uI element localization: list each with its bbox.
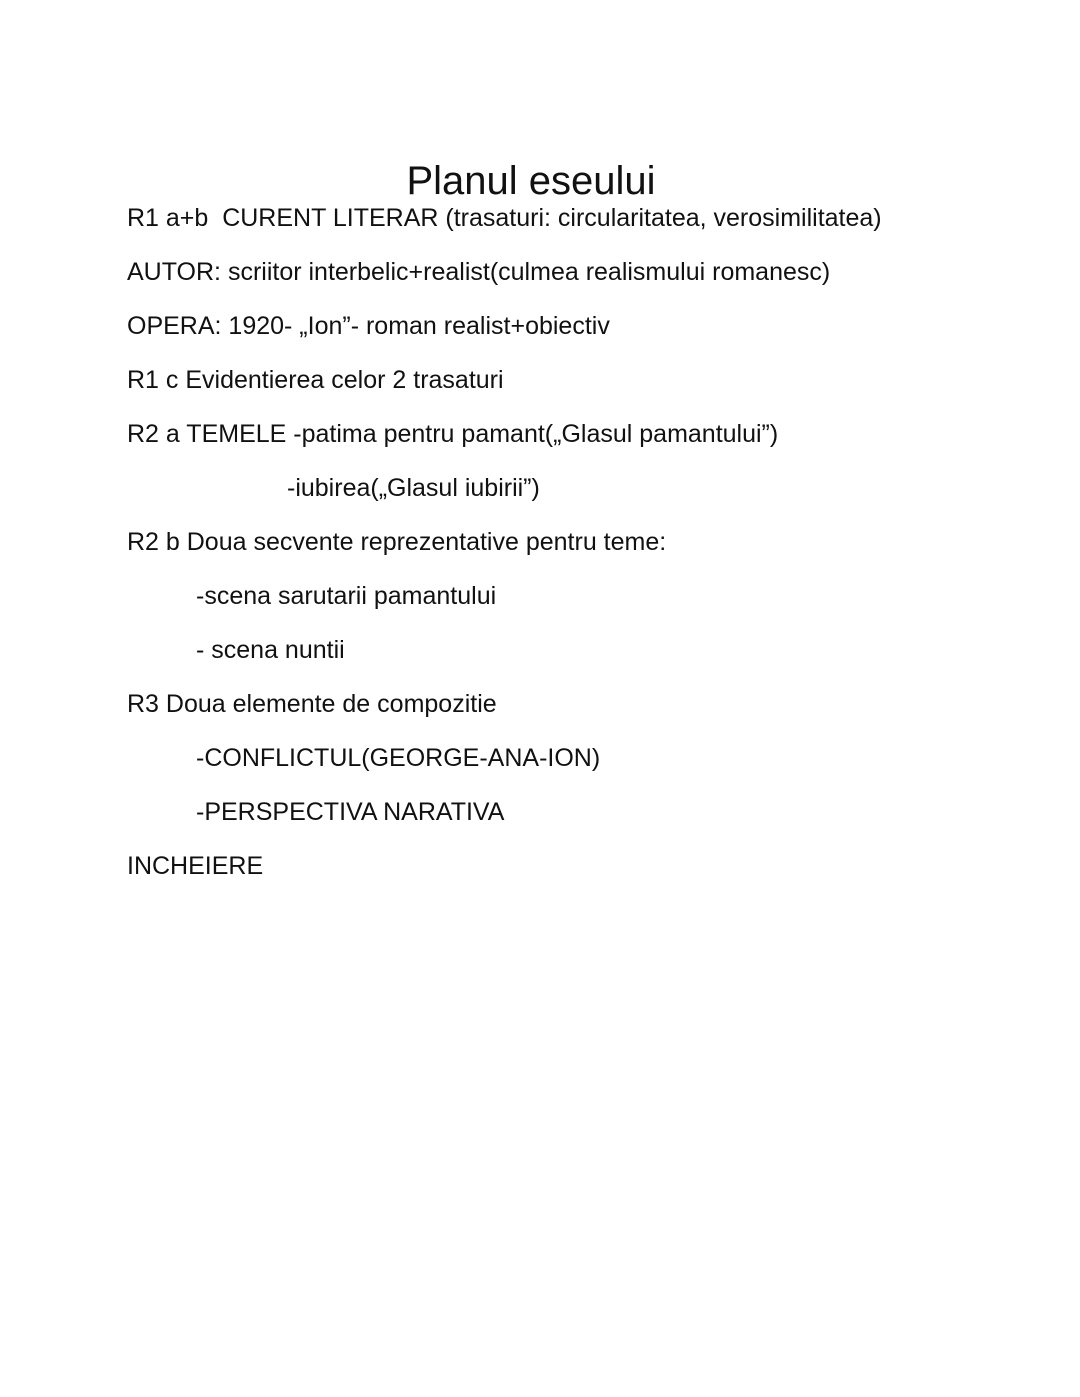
plan-subline-conflictul: -CONFLICTUL(GEORGE-ANA-ION) — [196, 744, 601, 772]
page-title: Planul eseului — [406, 158, 656, 203]
plan-subline-nuntii: - scena nuntii — [196, 636, 345, 664]
plan-line-autor: AUTOR: scriitor interbelic+realist(culmea realismului romanesc) — [127, 258, 831, 286]
plan-line-r1ab: R1 a+b CURENT LITERAR (trasaturi: circularitatea, verosimilitatea) — [127, 204, 882, 232]
plan-subline-sarutarii: -scena sarutarii pamantului — [196, 582, 497, 610]
plan-line-r1c: R1 c Evidentierea celor 2 trasaturi — [127, 366, 504, 394]
plan-line-r2a: R2 a TEMELE -patima pentru pamant(„Glasul pamantului”) — [127, 420, 779, 448]
plan-subline-iubirea: -iubirea(„Glasul iubirii”) — [287, 474, 540, 502]
plan-line-r3: R3 Doua elemente de compozitie — [127, 690, 497, 718]
plan-line-r2b: R2 b Doua secvente reprezentative pentru teme: — [127, 528, 667, 556]
plan-subline-perspectiva: -PERSPECTIVA NARATIVA — [196, 798, 505, 826]
plan-line-opera: OPERA: 1920- „Ion”- roman realist+obiectiv — [127, 312, 610, 340]
plan-line-incheiere: INCHEIERE — [127, 852, 264, 880]
